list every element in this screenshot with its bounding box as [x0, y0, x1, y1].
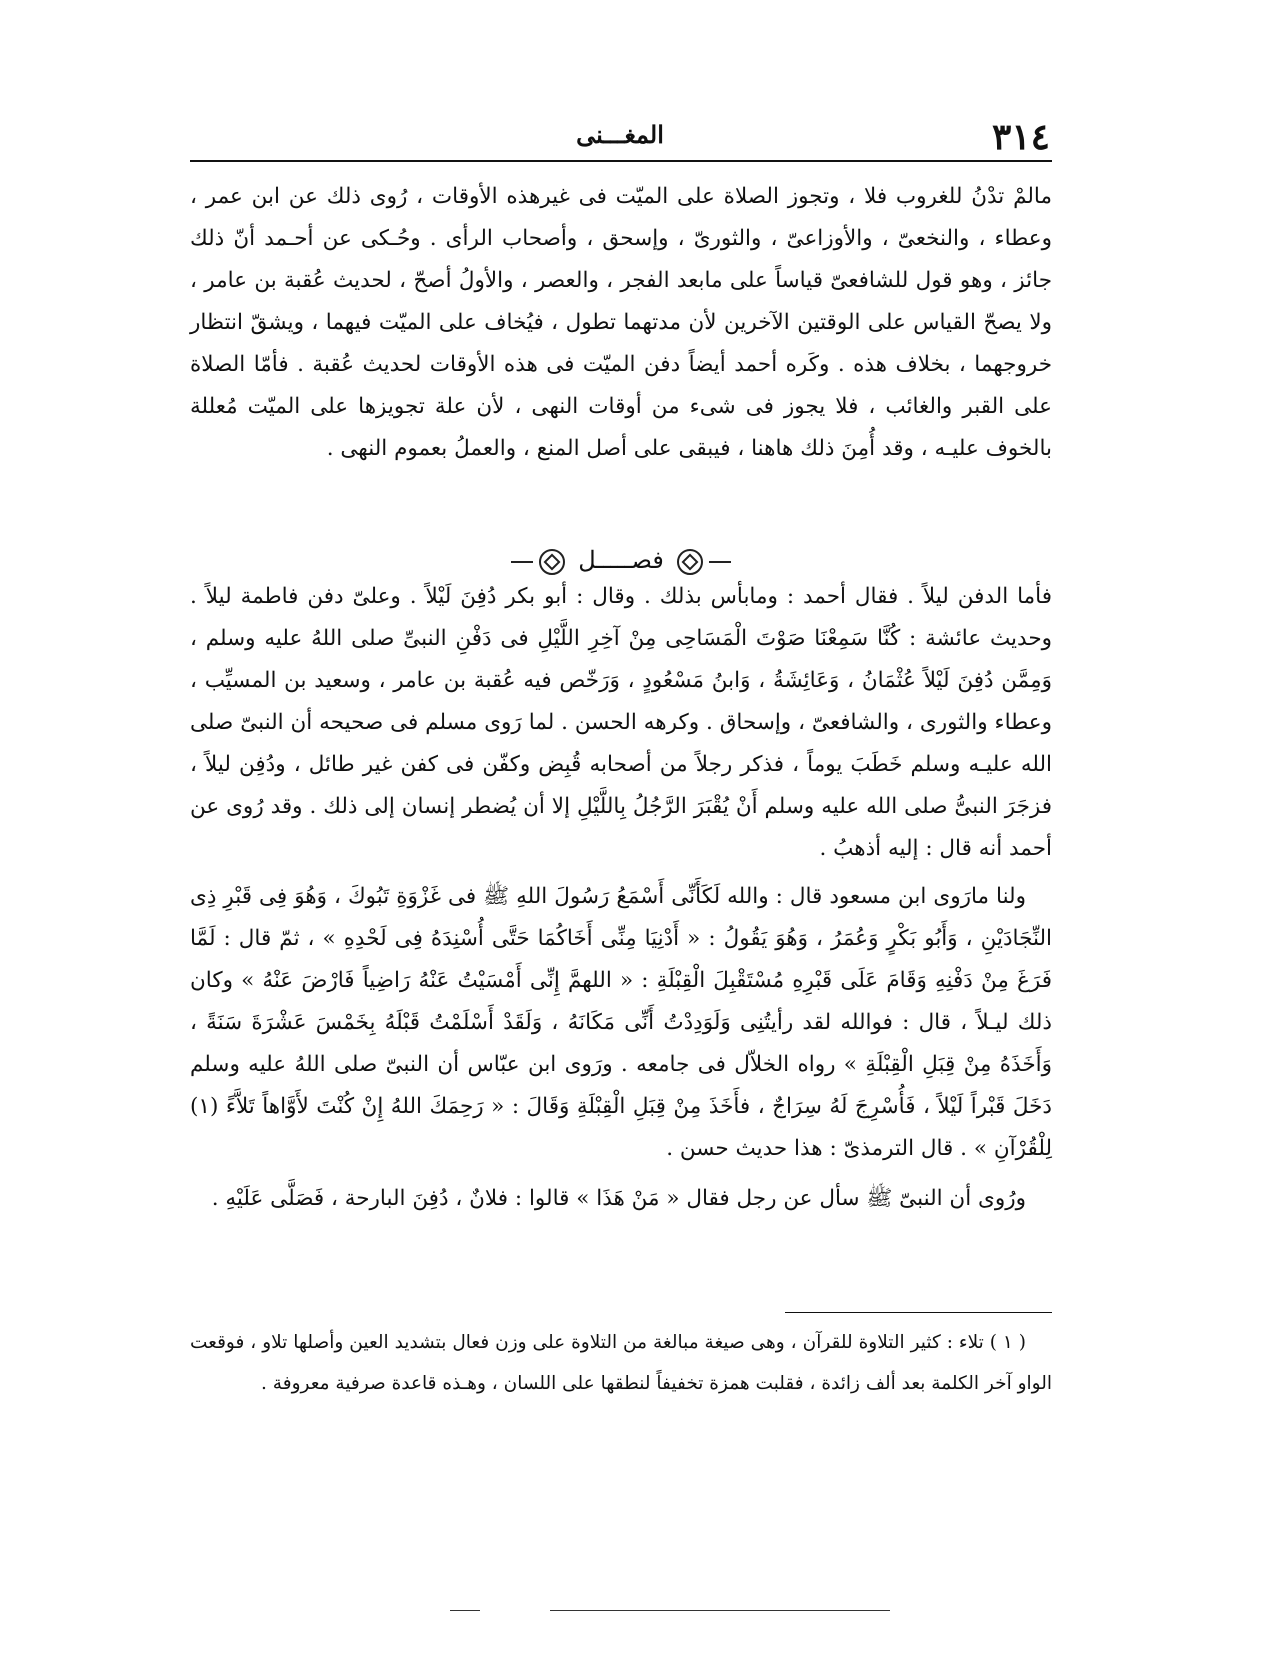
text-block-main: [190, 576, 1052, 1220]
bottom-rule-short: [450, 1610, 480, 1611]
running-title: المغـــنى: [576, 120, 664, 149]
bottom-rule: [450, 1610, 900, 1614]
footnote-text: ( ١ ) تلاء : كثير التلاوة للقرآن ، وهى صيغة مبالغة من التلاوة على وزن فعال بتشديد العين وأصلها تلاو ، فوقعت الواو آخر الكلمة بعد ألف زائدة ، فقلبت همزة تخفيفاً لنطقها على اللسان ، وهـذه قاعدة صرفية معروفة .: [190, 1332, 1052, 1394]
section-heading: [190, 540, 1052, 580]
ornament-icon: [677, 549, 703, 575]
footnote-rule: [785, 1312, 1052, 1313]
page-header: [190, 110, 1050, 162]
paragraph: ورُوى أن النبىّ ﷺ سأل عن رجل فقال « مَنْ هَذَا » قالوا : فلانٌ ، دُفِنَ البارحة ، فَصَلَّى عَلَيْهِ .: [211, 1186, 1026, 1211]
paragraph: مالمْ تدْنُ للغروب فلا ، وتجوز الصلاة على الميّت فى غيرهذه الأوقات ، رُوى ذلك عن ابن عمر ، وعطاء ، والنخعىّ ، والأوزاعىّ ، والثورىّ ، وإسحق ، وأصحاب الرأى . وحُـكى عن أحـمد أنّ ذلك جائز ، وهو قول للشافعىّ قياساً على مابعد الفجر ، والعصر ، والأولُ أصحّ ، لحديث عُقبة بن عامر ، ولا يصحّ القياس على الوقتين الآخرين لأن مدتهما تطول ، فيُخاف على الميّت فيهما ، ويشقّ انتظار خروجهما ، بخلاف هذه . وكَره أحمد أيضاً دفن الميّت فى هذه الأوقات لحديث عُقبة . فأمّا الصلاة على القبر والغائب ، فلا يجوز فى شىء من أوقات النهى ، لأن علة تجويزها على الميّت مُعللة بالخوف عليـه ، وقد أُمِنَ ذلك هاهنا ، فيبقى على أصل المنع ، والعملُ بعموم النهى .: [190, 184, 1052, 461]
page-number: ٣١٤: [991, 116, 1050, 158]
ornament-icon: [539, 549, 565, 575]
text-block-top: [190, 176, 1052, 470]
ornament-dash: [511, 561, 533, 563]
paragraph: فأما الدفن ليلاً . فقال أحمد : ومابأس بذلك . وقال : أبو بكر دُفِنَ لَيْلاً . وعلىّ دفن فاطمة ليلاً . وحديث عائشة : كُنَّا سَمِعْنَا صَوْتَ الْمَسَاحِى مِنْ آخِرِ اللَّيْلِ فى دَفْنِ النبىِّ صلى اللهُ عليه وسلم ، وَمِمَّن دُفِنَ لَيْلاً عُثْمَانُ ، وَعَائِشَةُ ، وَابنُ مَسْعُودٍ ، وَرَخّص فيه عُقبة بن عامر ، وسعيد بن المسيِّب ، وعطاء والثورى ، والشافعىّ ، وإسحاق . وكرهه الحسن . لما رَوى مسلم فى صحيحه أن النبىّ صلى الله عليـه وسلم خَطَبَ يوماً ، فذكر رجلاً من أصحابه قُبِض وكفّن فى كفن غير طائل ، ودُفِن ليلاً ، فزجَرَ النبىُّ صلى الله عليه وسلم أَنْ يُقْبَرَ الرَّجُلُ بِاللَّيْلِ إلا أن يُضطر إنسان إلى ذلك . وقد رُوى عن أحمد أنه قال : إليه أذهبُ .: [190, 584, 1052, 861]
ornament-dash: [709, 561, 731, 563]
paragraph: ولنا مارَوى ابن مسعود قال : والله لَكَأَنِّى أَسْمَعُ رَسُولَ اللهِ ﷺ فى غَزْوَةِ تَبُوكَ ، وَهُوَ فِى قَبْرِ ذِى النِّجَادَيْنِ ، وَأَبُو بَكْرٍ وَعُمَرُ ، وَهُوَ يَقُولُ : « أَدْنِيَا مِنِّى أَخَاكُمَا حَتَّى أُسْنِدَهُ فِى لَحْدِهِ » ، ثمّ قال : لَمَّا فَرَغَ مِنْ دَفْنِهِ وَقَامَ عَلَى قَبْرِهِ مُسْتَقْبِلَ الْقِبْلَةِ : « اللهمَّ إِنِّى أَمْسَيْتُ عَنْهُ رَاضِياً فَارْضَ عَنْهُ » وكان ذلك ليـلاً ، قال : فوالله لقد رأيتُنِى وَلَوَدِدْتُ أَنِّى مَكَانَهُ ، وَلَقَدْ أَسْلَمْتُ قَبْلَهُ بِخَمْسَ عَشْرَةَ سَنَةً ، وَأَخَذَهُ مِنْ قِبَلِ الْقِبْلَةِ » رواه الخلاّل فى جامعه . ورَوى ابن عبّاس أن النبىّ صلى اللهُ عليه وسلم دَخَلَ قَبْراً لَيْلاً ، فَأُسْرِجَ لَهُ سِرَاجٌ ، فأَخَذَ مِنْ قِبَلِ الْقِبْلَةِ وَقَالَ : « رَحِمَكَ اللهُ إِنْ كُنْتَ لأَوَّاهاً تَلاَّءً (١) لِلْقُرْآنِ » . قال الترمذىّ : هذا حديث حسن .: [190, 884, 1052, 1161]
header-rule: [190, 160, 1052, 162]
bottom-rule-long: [550, 1610, 890, 1611]
section-heading-text: فصـــــل: [578, 546, 664, 574]
footnote: [190, 1322, 1052, 1404]
